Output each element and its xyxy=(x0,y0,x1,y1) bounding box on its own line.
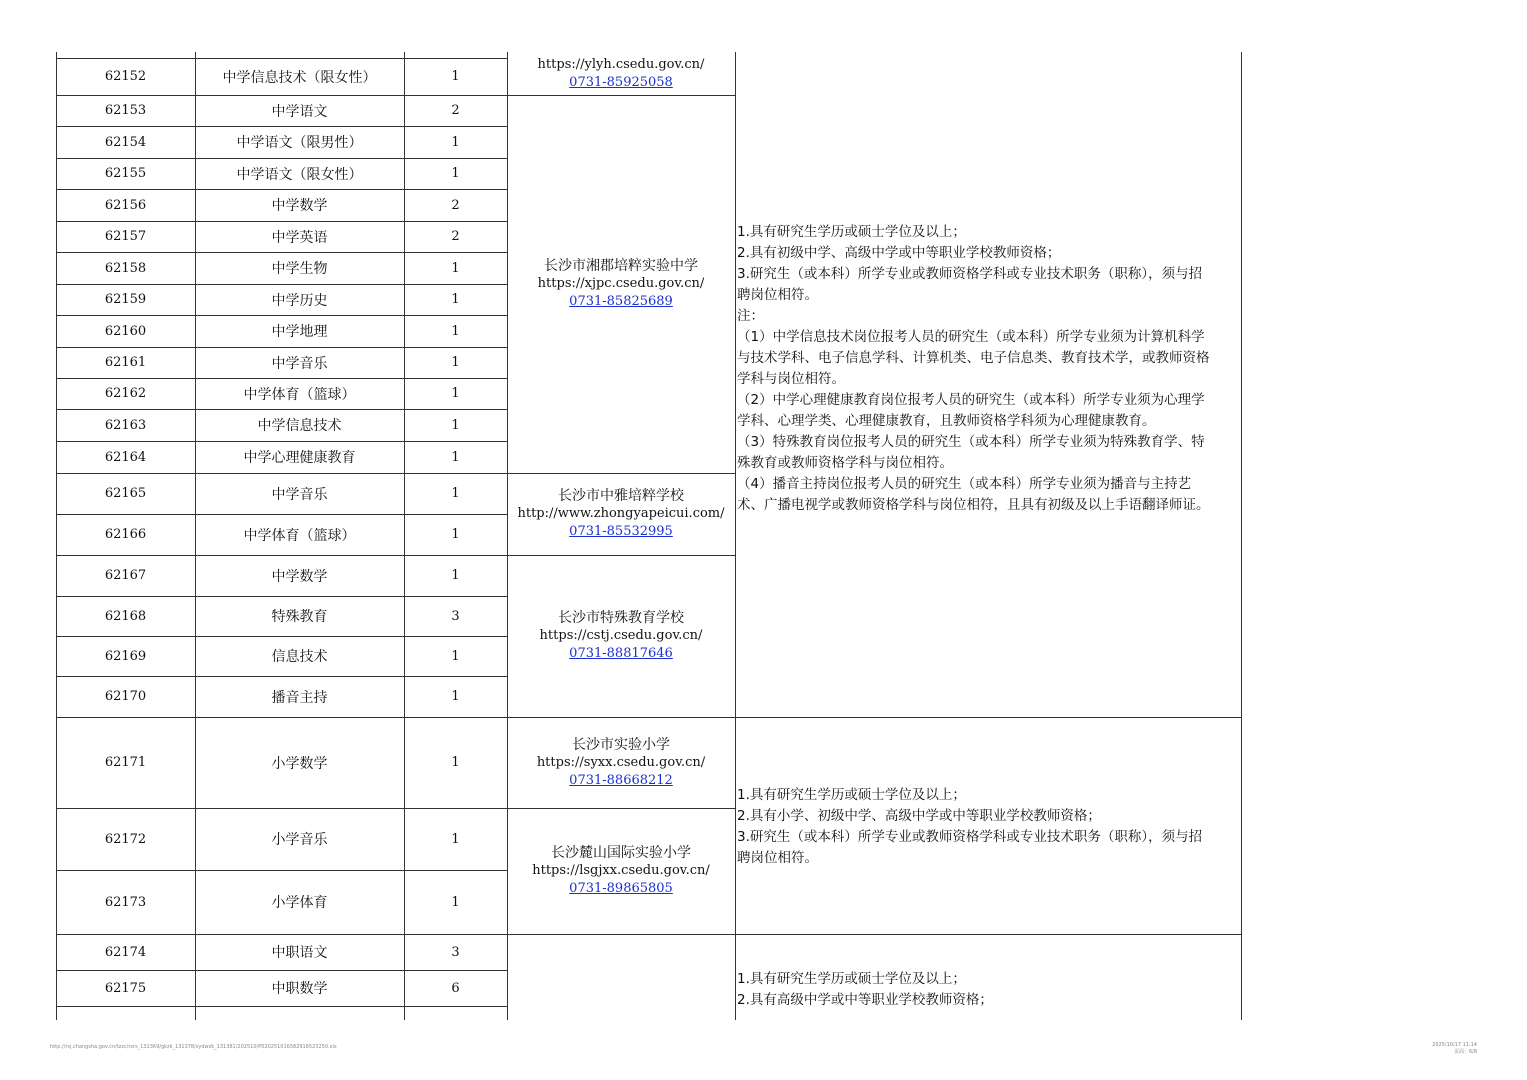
job-code-cell: 62155 xyxy=(104,166,147,181)
position-cell: 播音主持 xyxy=(271,689,328,706)
headcount-cell: 1 xyxy=(451,831,460,847)
job-code-cell: 62167 xyxy=(104,568,147,583)
job-code-cell: 62172 xyxy=(104,831,147,847)
unit-cell xyxy=(507,717,735,808)
unit-website: https://syxx.csedu.gov.cn/ xyxy=(536,754,706,770)
job-code-cell: 62174 xyxy=(104,944,147,960)
headcount-cell: 1 xyxy=(451,69,460,84)
unit-cell xyxy=(507,52,735,95)
job-code-cell: 62169 xyxy=(104,648,147,664)
grid-hline xyxy=(507,934,736,935)
requirement-line: 3.研究生（或本科）所学专业或教师资格学科或专业技术职务（职称），须与招 xyxy=(737,829,1203,845)
requirement-line: 术、广播电视学或教师资格学科与岗位相符，且具有初级及以上手语翻译师证。 xyxy=(737,497,1210,513)
position-cell: 中职数学 xyxy=(271,981,328,997)
unit-name: 长沙市实验小学 xyxy=(572,736,670,753)
requirement-line: （1）中学信息技术岗位报考人员的研究生（或本科）所学专业须为计算机科学 xyxy=(737,329,1205,345)
position-cell: 中学语文 xyxy=(271,103,328,120)
headcount-cell: 1 xyxy=(451,568,460,583)
unit-website: https://cstj.csedu.gov.cn/ xyxy=(539,628,703,643)
requirement-line: 3.研究生（或本科）所学专业或教师资格学科或专业技术职务（职称），须与招 xyxy=(737,266,1203,282)
position-cell: 中职语文 xyxy=(271,945,328,961)
unit-website: https://ylyh.csedu.gov.cn/ xyxy=(537,56,705,72)
position-cell: 中学音乐 xyxy=(271,355,328,372)
requirement-line: 1.具有研究生学历或硕士学位及以上； xyxy=(737,224,966,240)
unit-name: 长沙麓山国际实验小学 xyxy=(551,845,691,861)
headcount-cell: 1 xyxy=(451,486,460,501)
grid-hline xyxy=(735,717,1242,718)
job-code-cell: 62170 xyxy=(104,689,147,704)
position-cell: 中学生物 xyxy=(271,261,328,277)
position-cell: 中学体育（篮球） xyxy=(243,527,356,544)
unit-website: https://xjpc.csedu.gov.cn/ xyxy=(537,276,705,291)
requirement-line: 1.具有研究生学历或硕士学位及以上； xyxy=(737,971,966,987)
position-cell: 中学数学 xyxy=(271,568,328,585)
requirement-line: 1.具有研究生学历或硕士学位及以上； xyxy=(737,787,966,803)
job-code-cell: 62175 xyxy=(104,980,147,996)
headcount-cell: 6 xyxy=(451,980,460,996)
requirements-cell xyxy=(737,222,1239,516)
position-cell: 中学数学 xyxy=(271,198,328,214)
headcount-cell: 1 xyxy=(451,292,460,307)
position-cell: 中学音乐 xyxy=(271,486,328,503)
unit-cell xyxy=(507,473,735,555)
position-cell: 小学音乐 xyxy=(271,832,328,848)
unit-phone-link[interactable]: 0731-88668212 xyxy=(569,772,673,788)
requirement-line: （2）中学心理健康教育岗位报考人员的研究生（或本科）所学专业须为心理学 xyxy=(737,392,1205,408)
footer-page: 页面：6/8 xyxy=(1453,1049,1477,1055)
requirements-cell xyxy=(737,785,1239,869)
requirement-line: 聘岗位相符。 xyxy=(737,850,818,866)
position-cell: 中学英语 xyxy=(271,229,328,246)
job-code-cell: 62171 xyxy=(104,755,147,770)
position-cell: 中学体育（篮球） xyxy=(243,386,356,403)
grid-hline xyxy=(56,1006,508,1007)
headcount-cell: 1 xyxy=(451,386,460,401)
headcount-cell: 1 xyxy=(451,527,460,542)
job-code-cell: 62163 xyxy=(104,417,147,433)
requirements-cell xyxy=(737,969,1239,1011)
requirement-line: （4）播音主持岗位报考人员的研究生（或本科）所学专业须为播音与主持艺 xyxy=(737,476,1192,492)
headcount-cell: 1 xyxy=(451,166,460,181)
job-code-cell: 62165 xyxy=(104,486,147,501)
job-code-cell: 62161 xyxy=(104,355,147,370)
job-code-cell: 62164 xyxy=(104,449,147,465)
requirement-line: 学科、心理学类、心理健康教育，且教师资格学科须为心理健康教育。 xyxy=(737,413,1156,429)
unit-phone-link[interactable]: 0731-85825689 xyxy=(569,294,673,309)
headcount-cell: 2 xyxy=(451,197,460,213)
unit-phone-link[interactable]: 0731-89865805 xyxy=(569,881,673,896)
requirement-line: 聘岗位相符。 xyxy=(737,287,818,303)
unit-name: 长沙市特殊教育学校 xyxy=(558,610,684,626)
job-code-cell: 62173 xyxy=(104,894,147,910)
headcount-cell: 1 xyxy=(451,689,460,704)
position-cell: 中学心理健康教育 xyxy=(243,450,356,466)
unit-cell xyxy=(507,95,735,473)
headcount-cell: 1 xyxy=(451,260,460,276)
unit-name: 长沙市中雅培粹学校 xyxy=(558,488,684,504)
unit-name: 长沙市湘郡培粹实验中学 xyxy=(544,258,698,274)
grid-vline xyxy=(735,52,736,1020)
unit-phone-link[interactable]: 0731-85925058 xyxy=(569,74,673,90)
job-code-cell: 62160 xyxy=(104,323,147,339)
job-code-cell: 62156 xyxy=(104,197,147,213)
headcount-cell: 2 xyxy=(451,229,460,244)
position-cell: 中学语文（限男性） xyxy=(236,135,363,151)
position-cell: 小学体育 xyxy=(271,895,328,911)
position-cell: 中学信息技术（限女性） xyxy=(222,69,377,86)
job-code-cell: 62168 xyxy=(104,608,147,624)
headcount-cell: 3 xyxy=(451,944,460,960)
grid-vline xyxy=(1241,52,1242,1020)
position-cell: 中学语文（限女性） xyxy=(236,166,363,183)
requirement-line: 2.具有小学、初级中学、高级中学或中等职业学校教师资格； xyxy=(737,808,1101,824)
job-code-cell: 62157 xyxy=(104,229,147,244)
job-code-cell: 62162 xyxy=(104,386,147,401)
requirement-line: 2.具有高级中学或中等职业学校教师资格； xyxy=(737,992,993,1008)
headcount-cell: 1 xyxy=(451,755,460,770)
headcount-cell: 1 xyxy=(451,449,460,465)
job-code-cell: 62159 xyxy=(104,292,147,307)
requirement-line: 注： xyxy=(737,308,764,324)
headcount-cell: 2 xyxy=(451,103,460,118)
requirement-line: 2.具有初级中学、高级中学或中等职业学校教师资格； xyxy=(737,245,1061,261)
requirement-line: 殊教育或教师资格学科与岗位相符。 xyxy=(737,455,953,471)
headcount-cell: 3 xyxy=(451,608,460,624)
job-code-cell: 62153 xyxy=(104,103,147,118)
headcount-cell: 1 xyxy=(451,355,460,370)
footer-datetime: 2025/10/17 11:14 xyxy=(1432,1042,1477,1048)
requirement-line: 与技术学科、电子信息学科、计算机类、电子信息类、教育技术学，或教师资格 xyxy=(737,350,1210,366)
job-code-cell: 62166 xyxy=(104,527,147,542)
unit-cell xyxy=(507,808,735,934)
unit-phone-link[interactable]: 0731-88817646 xyxy=(569,646,673,661)
unit-website: https://lsgjxx.csedu.gov.cn/ xyxy=(532,863,710,878)
footer-source-url: http://rsj.changsha.gov.cn/tzzc/rsrs_131369/gkzk_131378/sydwzk_131381/202510/P020251016582916523250.xls xyxy=(50,1044,337,1050)
headcount-cell: 1 xyxy=(451,323,460,339)
headcount-cell: 1 xyxy=(451,417,460,433)
unit-cell xyxy=(507,555,735,717)
headcount-cell: 1 xyxy=(451,134,460,150)
position-cell: 小学数学 xyxy=(271,755,328,772)
position-cell: 中学信息技术 xyxy=(257,418,342,434)
requirement-line: 学科与岗位相符。 xyxy=(737,371,845,387)
position-cell: 特殊教育 xyxy=(271,609,328,625)
position-cell: 中学地理 xyxy=(271,324,328,340)
requirement-line: （3）特殊教育岗位报考人员的研究生（或本科）所学专业须为特殊教育学、特 xyxy=(737,434,1205,450)
grid-hline xyxy=(735,934,1242,935)
job-code-cell: 62158 xyxy=(104,260,147,276)
position-cell: 中学历史 xyxy=(271,292,328,309)
position-cell: 信息技术 xyxy=(271,649,328,665)
unit-phone-link[interactable]: 0731-85532995 xyxy=(569,524,673,539)
headcount-cell: 1 xyxy=(451,894,460,910)
headcount-cell: 1 xyxy=(451,648,460,664)
footer-meta xyxy=(1432,1042,1477,1056)
unit-website: http://www.zhongyapeicui.com/ xyxy=(517,506,725,521)
job-code-cell: 62152 xyxy=(104,69,147,84)
job-code-cell: 62154 xyxy=(104,134,147,150)
